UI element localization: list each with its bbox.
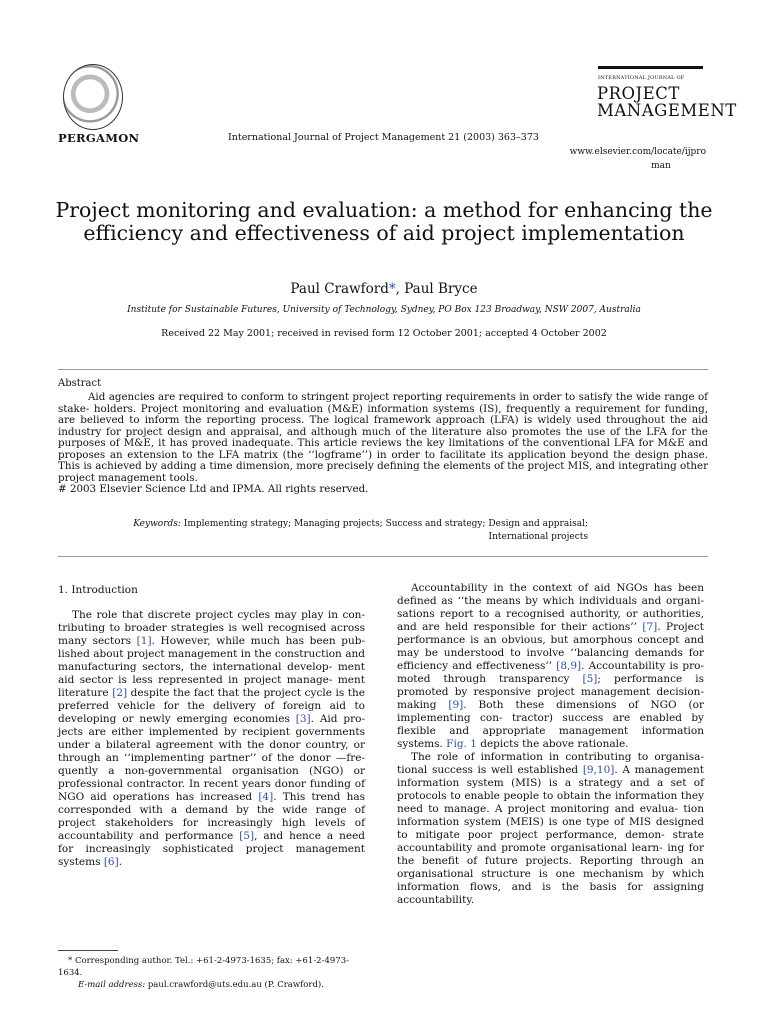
keywords-line2: International projects (488, 532, 588, 542)
journal-reference: International Journal of Project Management 21 (2003) 363–373 (228, 132, 539, 143)
citation-link[interactable]: [2] (112, 687, 128, 699)
citation-link[interactable]: [5] (239, 830, 255, 842)
received-dates: Received 22 May 2001; received in revised form 12 October 2001; accepted 4 October 2002 (161, 328, 607, 339)
abstract-heading: Abstract (58, 378, 102, 389)
divider-top (58, 369, 708, 370)
footnote (58, 955, 365, 991)
journal-logo-line2: MANAGEMENT (597, 101, 737, 120)
journal-logo (597, 85, 737, 119)
keywords-label: Keywords: (133, 519, 181, 529)
accountability-paragraph: Accountability in the context of aid NGOs has been defined as ‘‘the means by which individuals and organi- sations report to a recognised authority, or authorities, and are held responsible for their actions’’ [7]. Project performance is an obvious, but amorphous concept and may be understood to involve ‘‘balancing demands for efficiency and effectiveness’’ [8,9]. Accountability is pro- moted through transparency [5]; performance is promoted by responsive project management decision-making [9]. Both these dimensions of NGO (or implementing con- tractor) success are enabled by flexible and appropriate management information systems. Fig. 1 depicts the above rationale. (397, 582, 705, 750)
publisher-name: PERGAMON (58, 131, 140, 145)
website-line2: man (651, 161, 671, 171)
author-line (0, 281, 768, 297)
figure-link[interactable]: Fig. 1 (446, 738, 477, 750)
divider-bottom (58, 556, 708, 557)
abstract-text: Aid agencies are required to conform to stringent project reporting requirements in order to satisfy the wide range of stake- holders. Project monitoring and evaluation (M&E) information systems (IS), frequently a requirement for funding, are believed to inform the reporting process. The logical framework approach (LFA) is widely used throughout the aid industry for project design and appraisal, and although much of the literature also promotes the use of the LFA for the purposes of M&E, it has proved inadequate. This article reviews the key limitations of the conventional LFA for M&E and proposes an extension to the LFA matrix (the ‘‘logframe’’) in order to facilitate its application beyond the design phase. This is achieved by adding a time dimension, more precisely defining the elements of the project MIS, and integrating other project management tools. (58, 391, 708, 484)
information-paragraph: The role of information in contributing to organisa- tional success is well established [9,10]. A management information system (MIS) is a strategy and a set of protocols to enable people to obtain the information they need to manage. A project monitoring and evalua- tion information system (MEIS) is one type of MIS designed to mitigate poor project performance, demon- strate accountability and promote organisational learn- ing for the benefit of future projects. Reporting through an organisational structure is one mechanism by which information flows, and is the basis for assigning accountability. (397, 751, 704, 906)
intro-paragraph: The role that discrete project cycles may play in con- tributing to broader strategies is well recognised across many sectors [1]. However, while much has been pub- lished about project management in the construction and manufacturing sectors, the international develop- ment aid sector is less represented in project manage- ment literature [2] despite the fact that the project cycle is the preferred vehicle for the delivery of foreign aid to developing or newly emerging economies [3]. Aid pro- jects are either implemented by recipient governments under a bilateral agreement with the donor country, or through an ‘‘implementing partner’’ of the donor —fre- quently a non-governmental organisation (NGO) or professional contractor. In recent years donor funding of NGO aid operations has increased [4]. This trend has corresponded with a demand by the wide range of project stakeholders for increasingly high levels of accountability and performance [5], and hence a need for increasingly sophisticated project management systems [6]. (58, 609, 365, 868)
copyright: # 2003 Elsevier Science Ltd and IPMA. All rights reserved. (58, 483, 369, 495)
corresponding-author-note: * Corresponding author. Tel.: +61-2-4973-1635; fax: +61-2-4973- 1634. (58, 956, 349, 978)
citation-link[interactable]: [7] (642, 621, 658, 633)
journal-logo-line1: PROJECT (597, 84, 680, 103)
author-crawford: Paul Crawford (290, 281, 389, 297)
left-column (58, 584, 365, 869)
author-bryce: , Paul Bryce (395, 281, 478, 297)
right-column (397, 582, 704, 907)
article-title: Project monitoring and evaluation: a method for enhancing the efficiency and effectiveness of aid project implementation (55, 198, 713, 245)
keywords-line1: Implementing strategy; Managing projects; Success and strategy; Design and appraisal; (180, 519, 588, 529)
email-label: E-mail address: (78, 980, 146, 990)
section-heading-introduction: 1. Introduction (58, 584, 138, 596)
citation-link[interactable]: [9] (448, 699, 464, 711)
citation-link[interactable]: [4] (258, 791, 274, 803)
journal-website[interactable] (556, 145, 706, 173)
abstract-body (58, 392, 708, 496)
publisher-logo (63, 64, 123, 130)
citation-link[interactable]: [1] (136, 635, 152, 647)
citation-link[interactable]: [3] (295, 713, 311, 725)
journal-logo-small-text: INTERNATIONAL JOURNAL OF (598, 75, 685, 81)
affiliation: Institute for Sustainable Futures, University of Technology, Sydney, PO Box 123 Broadway, NSW 2007, Australia (127, 305, 641, 315)
keywords (98, 518, 588, 544)
citation-link[interactable]: [9,10] (582, 764, 615, 776)
footnote-rule (58, 950, 118, 951)
citation-link[interactable]: [6] (103, 856, 119, 868)
journal-logo-rule (598, 66, 703, 69)
citation-link[interactable]: [5] (582, 673, 598, 685)
corresponding-author-mark[interactable]: * (388, 281, 396, 297)
email-address[interactable]: paul.crawford@uts.edu.au (P. Crawford). (145, 980, 324, 990)
citation-link[interactable]: [8,9] (556, 660, 582, 672)
website-line1: www.elsevier.com/locate/ijpro (569, 147, 706, 157)
